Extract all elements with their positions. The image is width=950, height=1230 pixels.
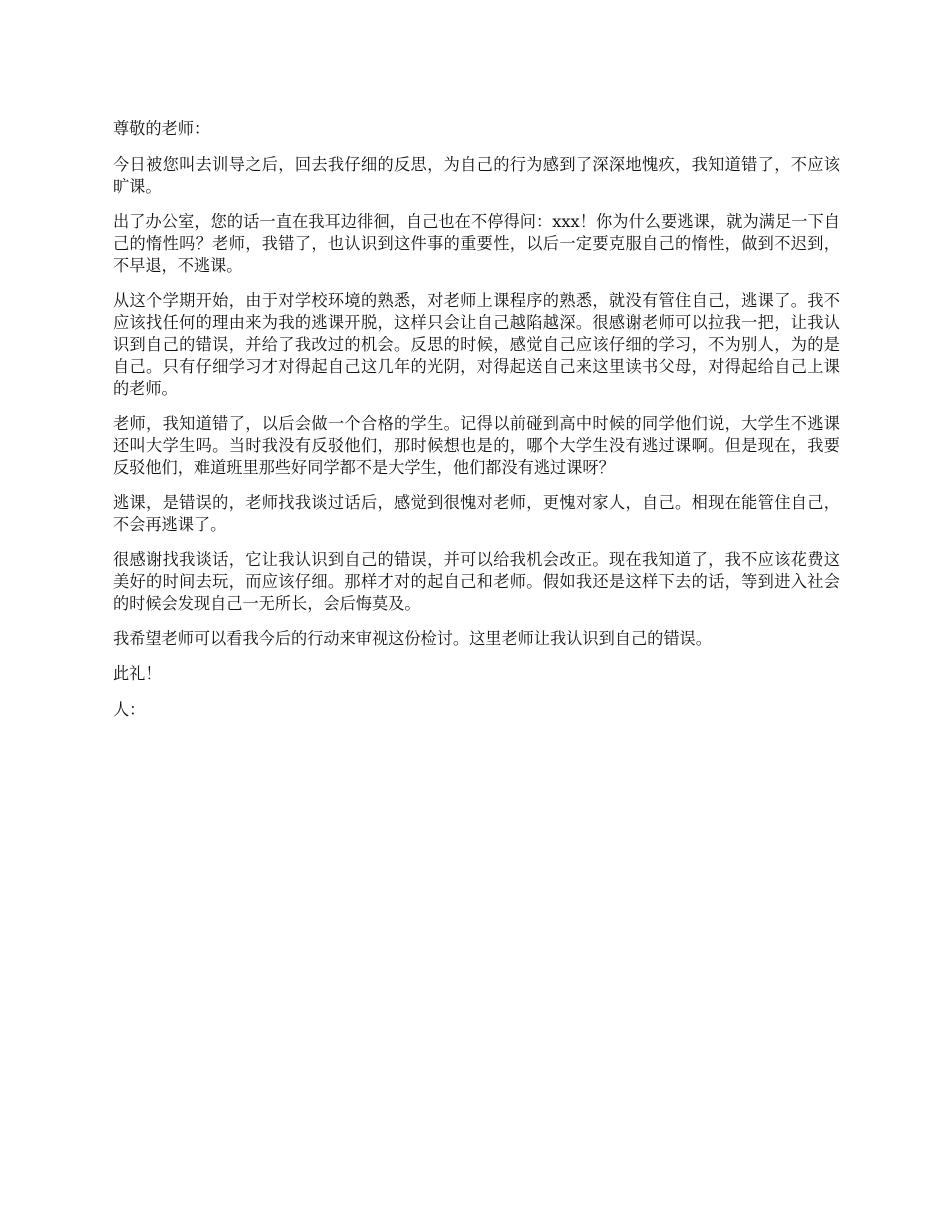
letter-closing: 此礼！ (113, 664, 162, 683)
letter-document (113, 118, 840, 734)
letter-paragraph-5: 逃课，是错误的，老师找我谈过话后，感觉到很愧对老师，更愧对家人，自己。相现在能管住自己，不会再逃课了。 (113, 493, 840, 534)
letter-greeting: 尊敬的老师： (113, 119, 211, 138)
letter-paragraph-7: 我希望老师可以看我今后的行动来审视这份检讨。这里老师让我认识到自己的错误。 (113, 629, 712, 648)
letter-signature: 人： (113, 700, 146, 719)
letter-paragraph-3: 从这个学期开始，由于对学校环境的熟悉，对老师上课程序的熟悉，就没有管住自己，逃课了。我不应该找任何的理由来为我的逃课开脱，这样只会让自己越陷越深。很感谢老师可以拉我一把，让我认识到自己的错误，并给了我改过的机会。反思的时候，感觉自己应该仔细的学习，不为别人，为的是自己。只有仔细学习才对得起自己这几年的光阴，对得起送自己来这里读书父母，对得起给自己上课的老师。 (113, 291, 840, 398)
letter-paragraph-1: 今日被您叫去训导之后，回去我仔细的反思，为自己的行为感到了深深地愧疚，我知道错了，不应该旷课。 (113, 155, 840, 196)
letter-paragraph-2: 出了办公室，您的话一直在我耳边徘徊，自己也在不停得问：xxx！你为什么要逃课，就为满足一下自己的惰性吗？老师，我错了，也认识到这件事的重要性，以后一定要克服自己的惰性，做到不迟到，不早退，不逃课。 (113, 212, 840, 275)
letter-paragraph-4: 老师，我知道错了，以后会做一个合格的学生。记得以前碰到高中时候的同学他们说，大学生不逃课还叫大学生吗。当时我没有反驳他们，那时候想也是的，哪个大学生没有逃过课啊。但是现在，我要反驳他们，难道班里那些好同学都不是大学生，他们都没有逃过课呀？ (113, 414, 840, 477)
letter-paragraph-6: 很感谢找我谈话，它让我认识到自己的错误，并可以给我机会改正。现在我知道了，我不应该花费这美好的时间去玩，而应该仔细。那样才对的起自己和老师。假如我还是这样下去的话，等到进入社会的时候会发现自己一无所长，会后悔莫及。 (113, 550, 840, 613)
